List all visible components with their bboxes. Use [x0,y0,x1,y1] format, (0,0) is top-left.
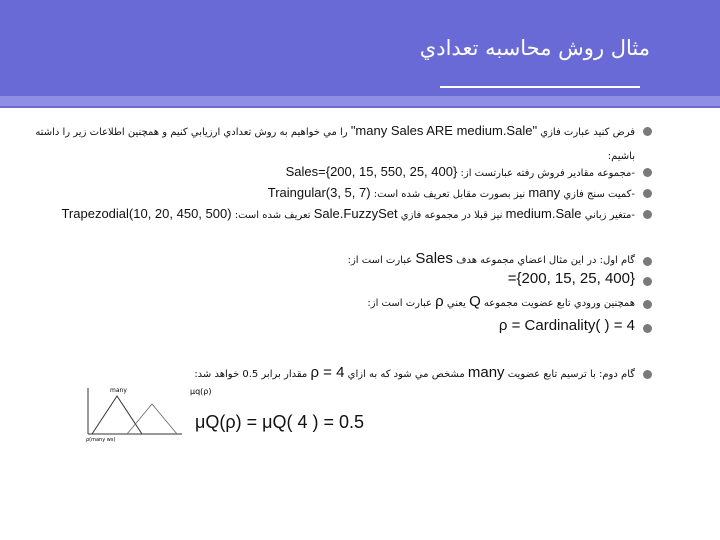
bullet-line-2: -مجموعه مقادير فروش رفته عبارتست از: Sales={200, 15, 550, 25, 400} [285,164,635,179]
bullet-line-1-cont: باشيم: [607,151,635,162]
bullet-dot [643,210,652,219]
bullet-dot [643,277,652,286]
graph-label-many: many [110,387,127,394]
result-formula: μQ(ρ) = μQ( 4 ) = 0.5 [195,412,365,432]
bullet-dot [643,257,652,266]
bullet-dot [643,127,652,136]
bullet-line-1: فرض كنيد عبارت فازي "many Sales ARE medium.Sale" را مي خواهيم به روش تعدادي ارزيابي كنيم و همچنين اطلاعات زير را داشته [35,123,635,138]
bullet-line-7: همچنين ورودي تابع عضويت مجموعه Q يعني ρ عبارت است از: [367,293,635,310]
bullet-line-5: گام اول: در اين مثال اعضاي مجموعه هدف Sales عبارت است از: [347,250,635,267]
bullet-dot [643,324,652,333]
bullet-line-4: -متغير زباني medium.Sale نيز قبلا در مجموعه فازي Sale.FuzzySet تعريف شده است: Trapezodial(10, 20, 450, 500) [61,206,635,221]
membership-graph [72,382,212,442]
banner-stripe [0,96,720,106]
graph-x-label: ρ(many ws) [86,437,116,442]
bullet-dot [643,300,652,309]
title-underline [440,86,640,88]
slide-title: مثال روش محاسبه تعدادي [419,36,650,60]
bullet-line-3: -كميت سنج فازي many نيز بصورت مقابل تعريف شده است: Traingular(3, 5, 7) [267,185,635,200]
bullet-dot [643,189,652,198]
bullet-dot [643,168,652,177]
graph-y-label: μq(ρ) [190,387,212,396]
graph-triangle-2 [127,404,177,434]
bullet-line-6: ={200, 15, 25, 400} [507,270,635,287]
bullet-dot [643,370,652,379]
bullet-line-8: ρ = Cardinality( ) = 4 [498,317,635,334]
bullet-line-9: گام دوم: با ترسيم تابع عضويت many مشخص مي شود كه به ازاي ρ = 4 مقدار برابر 0.5 خواهد شد: [194,364,635,381]
graph-triangle [92,396,142,434]
